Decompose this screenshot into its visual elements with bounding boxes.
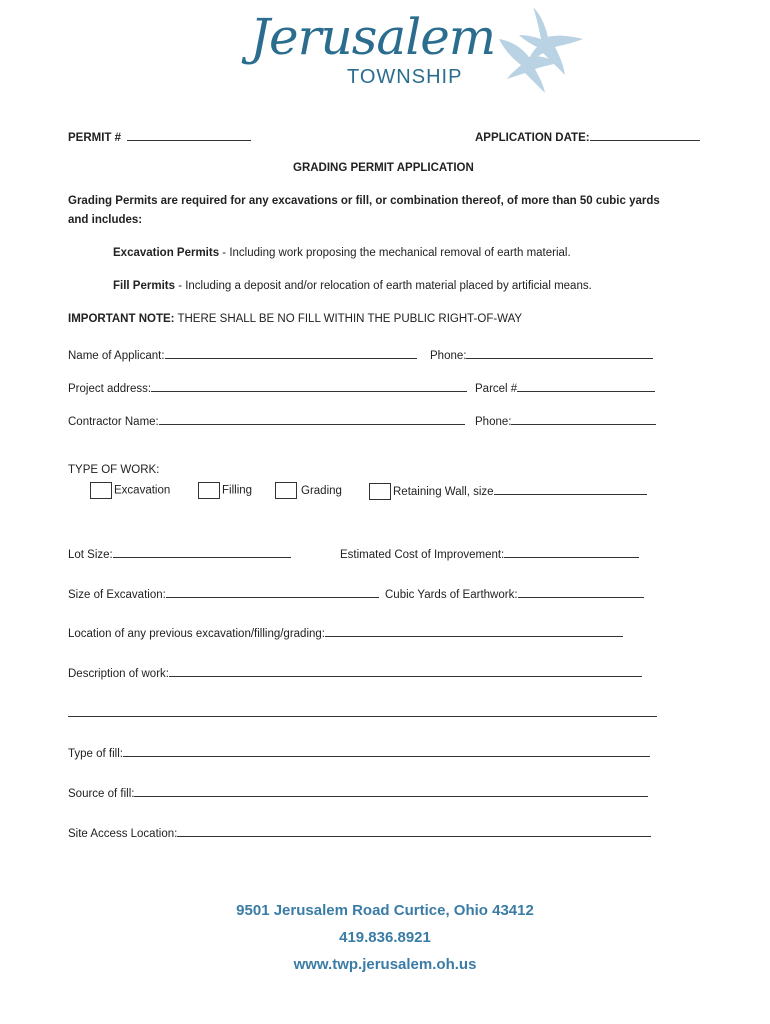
important-note-text: THERE SHALL BE NO FILL WITHIN THE PUBLIC RIGHT-OF-WAY: [174, 313, 523, 325]
footer-address: 9501 Jerusalem Road Curtice, Ohio 43412: [236, 902, 534, 919]
contractor-name-line: [159, 412, 465, 425]
intro-line-2: and includes:: [68, 214, 143, 226]
permit-number-label: PERMIT #: [68, 132, 122, 144]
type-of-fill-label: Type of fill:: [68, 748, 123, 760]
applicant-phone-label: Phone:: [430, 350, 467, 362]
filling-option[interactable]: [198, 482, 252, 499]
excavation-checkbox[interactable]: [90, 482, 112, 499]
logo-wordmark: Jerusalem: [250, 8, 496, 66]
project-address-label: Project address:: [68, 383, 152, 395]
applicant-name-label: Name of Applicant:: [68, 350, 165, 362]
applicant-name-line: [165, 346, 417, 359]
important-note-label: IMPORTANT NOTE:: [68, 313, 175, 325]
size-of-excavation-field[interactable]: [68, 585, 379, 601]
excavation-permits-desc: - Including work proposing the mechanical removal of earth material.: [219, 247, 571, 259]
parcel-number-field[interactable]: [475, 379, 655, 395]
description-label: Description of work:: [68, 668, 169, 680]
source-of-fill-label: Source of fill:: [68, 788, 135, 800]
project-address-line: [151, 379, 467, 392]
application-date-label: APPLICATION DATE:: [475, 132, 590, 144]
excavation-permits-item: [113, 247, 571, 259]
contractor-phone-line: [511, 412, 656, 425]
applicant-phone-field[interactable]: [430, 346, 653, 362]
source-of-fill-line: [134, 784, 648, 797]
previous-location-label: Location of any previous excavation/filling/grading:: [68, 628, 325, 640]
lot-size-label: Lot Size:: [68, 549, 113, 561]
site-access-field[interactable]: [68, 824, 651, 840]
permit-number-field[interactable]: [68, 128, 251, 144]
cubic-yards-line: [518, 585, 644, 598]
site-access-line: [177, 824, 651, 837]
contractor-phone-label: Phone:: [475, 416, 512, 428]
cubic-yards-field[interactable]: [385, 585, 644, 601]
description-line-1: [169, 664, 642, 677]
previous-location-line: [325, 624, 623, 637]
type-of-fill-line: [123, 744, 650, 757]
size-of-excavation-line: [166, 585, 379, 598]
applicant-phone-line: [466, 346, 653, 359]
contractor-name-field[interactable]: [68, 412, 465, 428]
retaining-wall-option[interactable]: [369, 482, 647, 500]
excavation-option-label: Excavation: [114, 484, 171, 497]
filling-checkbox[interactable]: [198, 482, 220, 499]
type-of-fill-field[interactable]: [68, 744, 650, 760]
application-date-field[interactable]: [475, 128, 700, 144]
fill-permits-desc: - Including a deposit and/or relocation of earth material placed by artificial means.: [175, 280, 592, 292]
estimated-cost-line: [504, 545, 639, 558]
estimated-cost-field[interactable]: [340, 545, 639, 561]
logo-subtitle: TOWNSHIP: [347, 66, 463, 88]
footer-phone: 419.836.8921: [339, 929, 431, 946]
type-of-work-label: TYPE OF WORK:: [68, 464, 160, 476]
cubic-yards-label: Cubic Yards of Earthwork:: [385, 589, 518, 601]
project-address-field[interactable]: [68, 379, 467, 395]
retaining-wall-size-line: [494, 482, 647, 495]
geese-birds-logo: [493, 5, 593, 95]
filling-option-label: Filling: [222, 484, 253, 497]
grading-option-label: Grading: [301, 484, 342, 497]
excavation-permits-name: Excavation Permits: [113, 247, 220, 259]
important-note: [68, 313, 522, 325]
parcel-number-line: [517, 379, 655, 392]
lot-size-line: [113, 545, 291, 558]
source-of-fill-field[interactable]: [68, 784, 648, 800]
contractor-name-label: Contractor Name:: [68, 416, 159, 428]
grading-option[interactable]: [275, 482, 342, 499]
excavation-option[interactable]: [90, 482, 170, 499]
grading-checkbox[interactable]: [275, 482, 297, 499]
fill-permits-name: Fill Permits: [113, 280, 175, 292]
contractor-phone-field[interactable]: [475, 412, 656, 428]
intro-line-1: Grading Permits are required for any excavations or fill, or combination thereof, of more than 50 cubic yards: [68, 195, 660, 207]
lot-size-field[interactable]: [68, 545, 291, 561]
size-of-excavation-label: Size of Excavation:: [68, 589, 166, 601]
permit-number-line: [127, 128, 251, 141]
application-date-line: [590, 128, 700, 141]
parcel-number-label: Parcel #: [475, 383, 518, 395]
fill-permits-item: [113, 280, 592, 292]
previous-location-field[interactable]: [68, 624, 623, 640]
applicant-name-field[interactable]: [68, 346, 417, 362]
site-access-label: Site Access Location:: [68, 828, 178, 840]
retaining-wall-checkbox[interactable]: [369, 483, 391, 500]
retaining-wall-option-label: Retaining Wall, size: [393, 486, 494, 498]
description-line-2[interactable]: [68, 716, 657, 717]
page-title: GRADING PERMIT APPLICATION: [293, 162, 474, 174]
footer-website[interactable]: www.twp.jerusalem.oh.us: [293, 956, 477, 973]
description-field[interactable]: [68, 664, 642, 680]
estimated-cost-label: Estimated Cost of Improvement:: [340, 549, 505, 561]
